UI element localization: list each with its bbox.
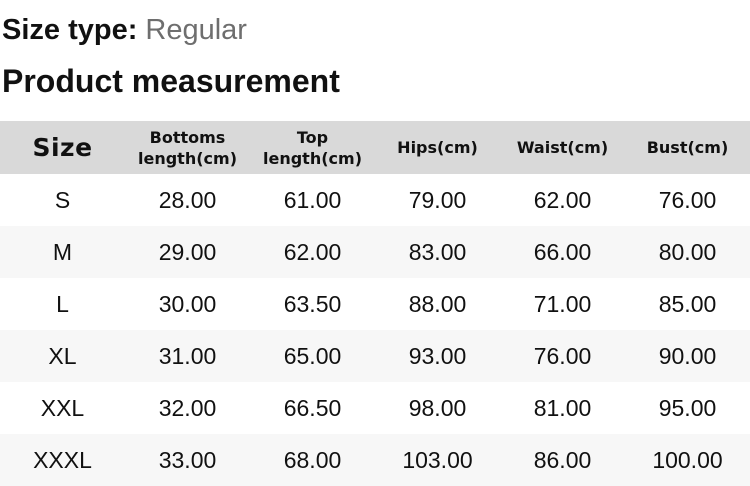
- measurement-table: [0, 121, 750, 486]
- cell-waist: 71.00: [533, 290, 592, 317]
- cell-top-length: 65.00: [283, 342, 342, 369]
- cell-hips: 93.00: [408, 342, 467, 369]
- size-type-label: Size type:: [2, 14, 138, 46]
- cell-bottoms-length: 33.00: [158, 446, 217, 473]
- cell-bottoms-length: 30.00: [158, 290, 217, 317]
- cell-waist: 66.00: [533, 238, 592, 265]
- cell-size: XXL: [40, 394, 85, 421]
- cell-bottoms-length: 32.00: [158, 394, 217, 421]
- cell-top-length: 68.00: [283, 446, 342, 473]
- cell-size: S: [54, 186, 71, 213]
- cell-hips: 83.00: [408, 238, 467, 265]
- cell-size: XXXL: [33, 446, 92, 473]
- cell-top-length: 62.00: [283, 238, 342, 265]
- cell-top-length: 66.50: [283, 394, 342, 421]
- cell-size: L: [56, 290, 69, 317]
- cell-bust: 76.00: [658, 186, 717, 213]
- cell-hips: 88.00: [408, 290, 467, 317]
- header-row: [0, 121, 750, 174]
- cell-hips: 103.00: [402, 446, 473, 473]
- column-header-waist: Waist(cm): [500, 121, 625, 174]
- size-type-value: Regular: [145, 14, 247, 46]
- cell-bust: 90.00: [658, 342, 717, 369]
- cell-top-length: 63.50: [283, 290, 342, 317]
- table-row-s: [0, 174, 750, 226]
- column-header-bottoms-length: Bottoms length(cm): [125, 121, 250, 174]
- table-row-xxl: [0, 382, 750, 434]
- table-row-xxxl: [0, 434, 750, 486]
- cell-bottoms-length: 31.00: [158, 342, 217, 369]
- section-title: Product measurement: [2, 63, 340, 99]
- cell-waist: 86.00: [533, 446, 592, 473]
- column-header-bust: Bust(cm): [625, 121, 750, 174]
- cell-bust: 100.00: [652, 446, 723, 473]
- cell-waist: 81.00: [533, 394, 592, 421]
- cell-bottoms-length: 29.00: [158, 238, 217, 265]
- cell-waist: 62.00: [533, 186, 592, 213]
- table-row-m: [0, 226, 750, 278]
- column-header-top-length: Top length(cm): [250, 121, 375, 174]
- column-header-size: Size: [0, 121, 125, 174]
- cell-hips: 98.00: [408, 394, 467, 421]
- table-header: [0, 121, 750, 174]
- cell-hips: 79.00: [408, 186, 467, 213]
- column-header-hips: Hips(cm): [375, 121, 500, 174]
- size-type-heading: [2, 13, 750, 47]
- cell-top-length: 61.00: [283, 186, 342, 213]
- cell-waist: 76.00: [533, 342, 592, 369]
- cell-bust: 80.00: [658, 238, 717, 265]
- table-body: [0, 174, 750, 486]
- cell-size: M: [52, 238, 73, 265]
- table-row-xl: [0, 330, 750, 382]
- cell-size: XL: [48, 342, 77, 369]
- cell-bottoms-length: 28.00: [158, 186, 217, 213]
- cell-bust: 95.00: [658, 394, 717, 421]
- cell-bust: 85.00: [658, 290, 717, 317]
- table-row-l: [0, 278, 750, 330]
